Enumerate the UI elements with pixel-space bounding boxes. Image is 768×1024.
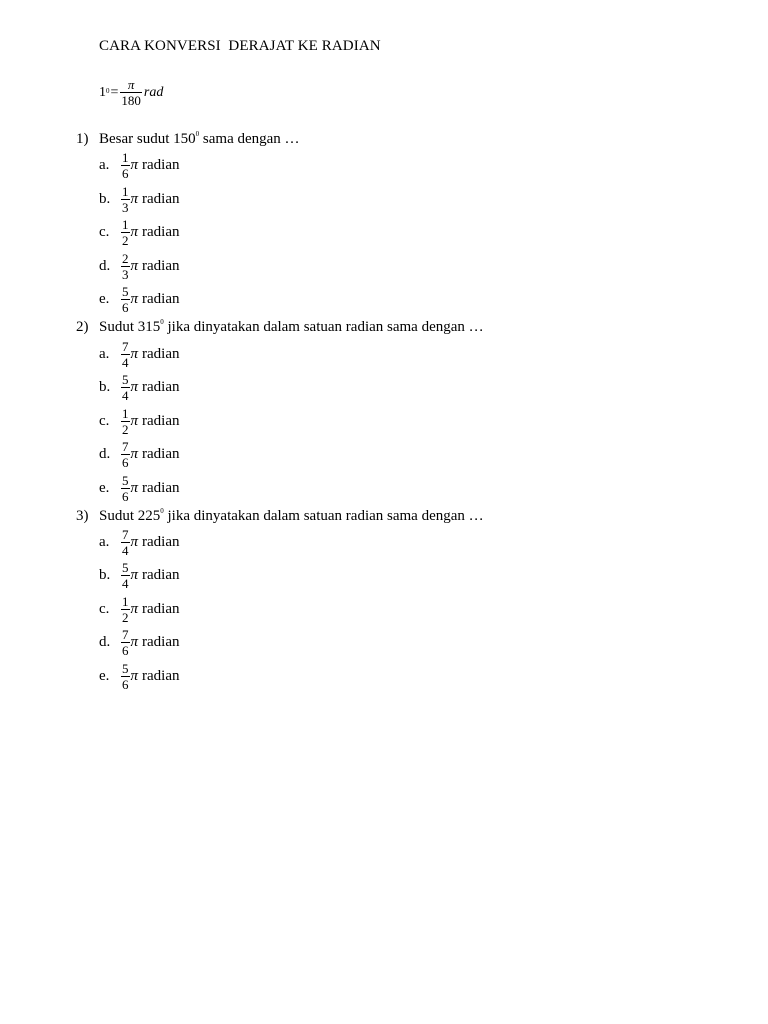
question-number: 1) [76,131,89,147]
fraction-numerator: 1 [122,184,129,199]
pi-symbol: π [130,191,139,207]
conversion-formula [99,78,163,107]
question-number: 3) [76,508,89,524]
degree-sup: 0 [195,130,200,138]
formula-fraction [120,78,142,107]
option-2e [99,474,180,503]
fraction-denominator: 4 [122,576,129,591]
option-letter: d. [99,258,111,274]
option-unit: radian [142,191,180,207]
option-fraction [121,252,130,281]
pi-symbol: π [130,379,139,395]
option-letter: b. [99,191,111,207]
option-3e [99,662,180,691]
option-1d [99,252,180,281]
pi-symbol: π [130,291,139,307]
formula-lhs-base: 1 [99,84,106,100]
fraction-denominator: 6 [122,489,129,504]
fraction-denominator: 3 [122,200,129,215]
question-text: Besar sudut 150 [99,131,196,147]
option-fraction [121,474,130,503]
option-fraction [121,528,130,557]
option-2a [99,340,180,369]
option-letter: b. [99,379,111,395]
option-fraction [121,185,130,214]
fraction-denominator: 6 [122,677,129,692]
fraction-denominator: 6 [122,166,129,181]
option-letter: a. [99,157,110,173]
pi-symbol: π [130,413,139,429]
option-letter: c. [99,413,110,429]
option-unit: radian [142,446,180,462]
option-3b [99,561,180,590]
fraction-numerator: 1 [122,406,129,421]
pi-symbol: π [130,224,139,240]
fraction-numerator: 7 [122,439,129,454]
fraction-numerator: 5 [122,372,129,387]
fraction-numerator: 2 [122,251,129,266]
option-unit: radian [142,258,180,274]
option-letter: b. [99,567,111,583]
option-2b [99,373,180,402]
formula-denominator: 180 [121,93,141,108]
fraction-denominator: 6 [122,643,129,658]
option-unit: radian [142,567,180,583]
option-letter: e. [99,480,110,496]
question-1 [76,131,300,148]
option-2c [99,407,180,436]
pi-symbol: π [130,346,139,362]
option-fraction [121,373,130,402]
formula-unit: rad [143,84,164,100]
fraction-numerator: 1 [122,594,129,609]
fraction-numerator: 1 [122,150,129,165]
option-letter: e. [99,291,110,307]
formula-equals: = [110,84,119,100]
formula-numerator: π [127,77,135,92]
pi-symbol: π [130,534,139,550]
pi-symbol: π [130,601,139,617]
fraction-denominator: 2 [122,233,129,248]
option-1e [99,285,180,314]
option-letter: c. [99,601,110,617]
fraction-denominator: 2 [122,422,129,437]
page-title: CARA KONVERSI DERAJAT KE RADIAN [99,38,381,54]
option-unit: radian [142,534,180,550]
option-unit: radian [142,480,180,496]
option-unit: radian [142,291,180,307]
option-fraction [121,595,130,624]
option-letter: c. [99,224,110,240]
fraction-numerator: 5 [122,284,129,299]
option-unit: radian [142,668,180,684]
option-unit: radian [142,157,180,173]
fraction-numerator: 5 [122,560,129,575]
fraction-denominator: 4 [122,355,129,370]
fraction-numerator: 7 [122,339,129,354]
option-unit: radian [142,634,180,650]
pi-symbol: π [130,567,139,583]
question-text: Sudut 315 [99,319,161,335]
option-letter: a. [99,346,110,362]
option-fraction [121,285,130,314]
question-text-rest: sama dengan … [199,131,300,147]
option-fraction [121,662,130,691]
option-fraction [121,218,130,247]
option-unit: radian [142,346,180,362]
pi-symbol: π [130,258,139,274]
formula-lhs-degree: 0 [106,86,110,95]
option-fraction [121,440,130,469]
option-3d [99,628,180,657]
option-1b [99,185,180,214]
option-letter: e. [99,668,110,684]
option-2d [99,440,180,469]
option-fraction [121,407,130,436]
option-unit: radian [142,379,180,395]
fraction-denominator: 4 [122,388,129,403]
fraction-denominator: 2 [122,610,129,625]
fraction-numerator: 7 [122,527,129,542]
fraction-numerator: 5 [122,473,129,488]
option-letter: d. [99,446,111,462]
question-text-rest: jika dinyatakan dalam satuan radian sama dengan … [163,508,484,524]
option-letter: d. [99,634,111,650]
degree-sup: 0 [160,318,164,326]
option-unit: radian [142,224,180,240]
fraction-numerator: 5 [122,661,129,676]
pi-symbol: π [130,668,139,684]
question-2 [76,319,484,336]
option-3a [99,528,180,557]
pi-symbol: π [130,634,139,650]
option-3c [99,595,180,624]
option-letter: a. [99,534,110,550]
question-number: 2) [76,319,89,335]
fraction-denominator: 6 [122,455,129,470]
pi-symbol: π [130,157,139,173]
option-unit: radian [142,601,180,617]
degree-sup: 0 [160,507,164,515]
fraction-denominator: 3 [122,267,129,282]
option-fraction [121,561,130,590]
option-unit: radian [142,413,180,429]
option-fraction [121,628,130,657]
pi-symbol: π [130,446,139,462]
option-fraction [121,340,130,369]
question-text: Sudut 225 [99,508,161,524]
question-text-rest: jika dinyatakan dalam satuan radian sama dengan … [163,319,484,335]
pi-symbol: π [130,480,139,496]
option-1c [99,218,180,247]
question-3 [76,508,484,525]
fraction-denominator: 6 [122,300,129,315]
fraction-numerator: 7 [122,627,129,642]
fraction-denominator: 4 [122,543,129,558]
fraction-numerator: 1 [122,217,129,232]
option-fraction [121,151,130,180]
option-1a [99,151,180,180]
